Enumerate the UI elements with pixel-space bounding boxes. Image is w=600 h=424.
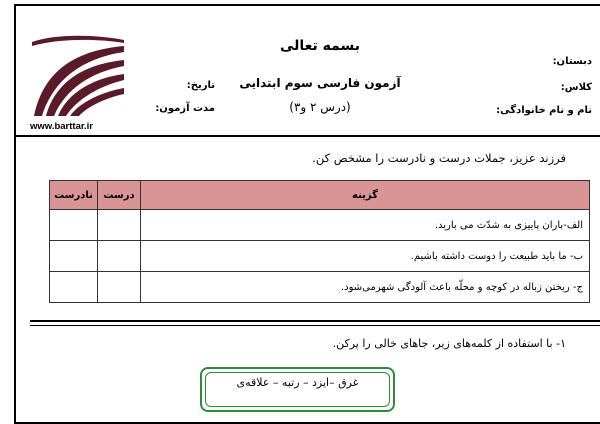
- correct-cell[interactable]: [98, 241, 141, 272]
- section1-instruction: فرزند عزیز، جملات درست و نادرست را مشخص کن.: [312, 151, 566, 165]
- exam-title: آزمون فارسی سوم ابتدایی: [239, 76, 401, 90]
- school-label: دبستان:: [552, 56, 592, 67]
- correct-cell[interactable]: [98, 210, 141, 241]
- table-header-row: [50, 181, 590, 210]
- date-label: تاریخ:: [186, 80, 215, 91]
- class-label: کلاس:: [560, 82, 592, 93]
- section2-question: ۱- با استفاده از کلمه‌های زیر، جاهای خالی را پرکن.: [332, 337, 566, 350]
- exam-lessons: (درس ۲ و۳): [289, 100, 351, 114]
- bismillah-heading: بسمه تعالی: [279, 38, 361, 54]
- duration-label: مدت آزمون:: [155, 103, 215, 114]
- barttar-logo-icon: [24, 28, 129, 123]
- header-incorrect: نادرست: [50, 181, 98, 210]
- logo-url: www.barttar.ir: [30, 121, 93, 132]
- incorrect-cell[interactable]: [50, 241, 98, 272]
- statement-cell: ب- ما باید طبیعت را دوست داشته باشیم.: [141, 241, 590, 272]
- incorrect-cell[interactable]: [50, 210, 98, 241]
- incorrect-cell[interactable]: [50, 272, 98, 303]
- statement-cell: ج- ریختن زباله در کوچه و محلّه باعث آلودگی شهرمی‌شود.: [141, 272, 590, 303]
- table-row: [50, 272, 590, 303]
- table-row: [50, 210, 590, 241]
- section-divider-thin: [30, 325, 600, 326]
- word-bank-text: غرق –ایزد – رتبه – علاقه‌ی: [236, 376, 359, 389]
- header-divider: [14, 135, 600, 137]
- correct-cell[interactable]: [98, 272, 141, 303]
- header-option: گزینه: [141, 181, 590, 210]
- name-label: نام و نام خانوادگی:: [496, 105, 592, 116]
- section-divider: [30, 320, 600, 322]
- true-false-table: [49, 180, 590, 303]
- statement-cell: الف-باران پاییزی به شدّت می بارید.: [141, 210, 590, 241]
- table-row: [50, 241, 590, 272]
- header-correct: درست: [98, 181, 141, 210]
- word-bank-box: [200, 367, 395, 412]
